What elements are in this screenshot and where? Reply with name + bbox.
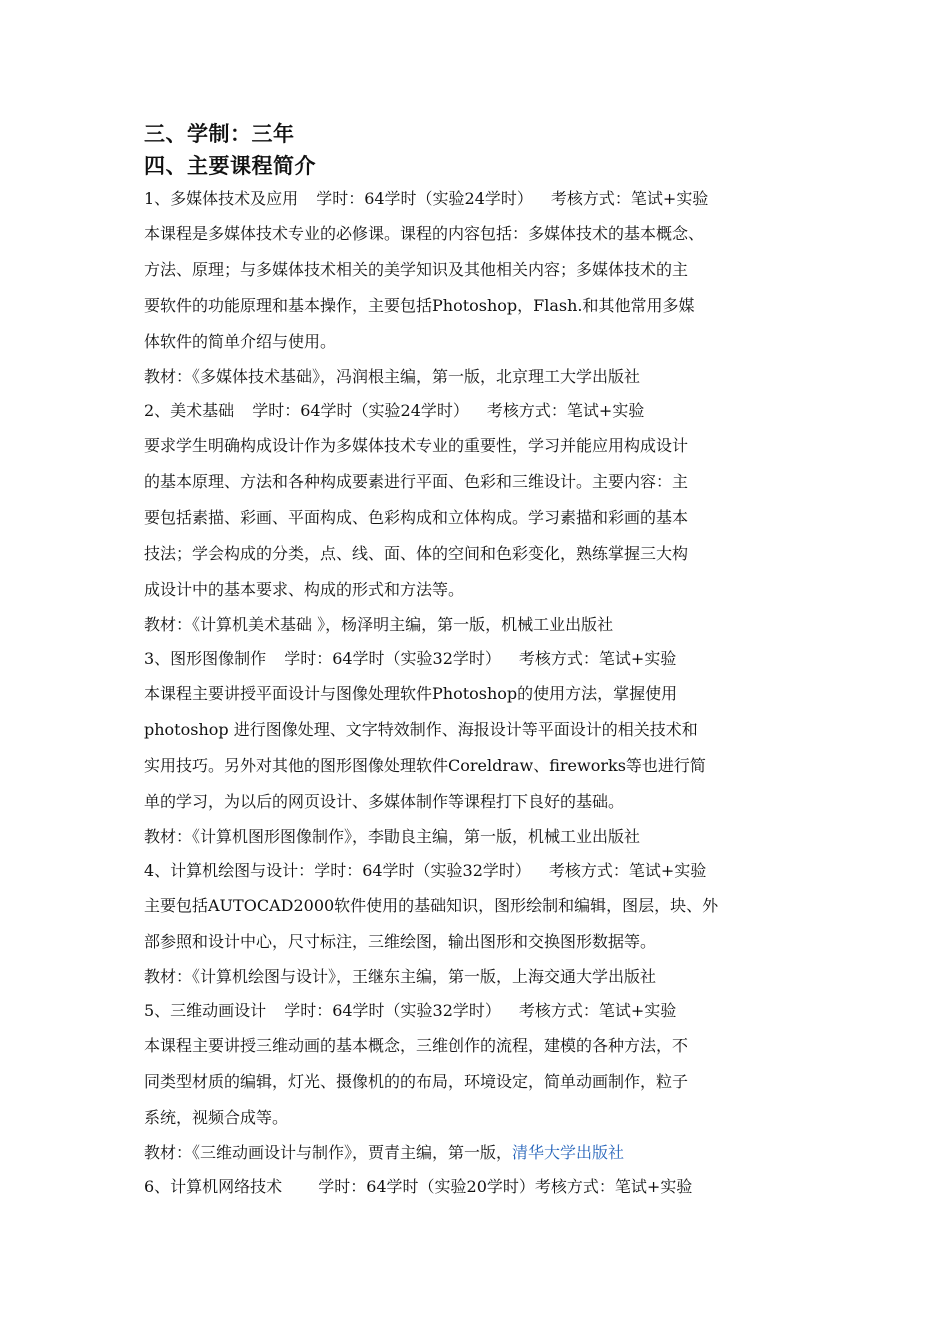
course-3-description <box>144 676 824 820</box>
course-2-line-5: 成设计中的基本要求、构成的形式和方法等。 <box>144 580 465 599</box>
course-5-header <box>144 994 824 1028</box>
course-3-line-1: 本课程主要讲授平面设计与图像处理软件Photoshop的使用方法，掌握使用 <box>144 684 678 703</box>
course-1-header <box>144 182 824 216</box>
course-2-line-1: 要求学生明确构成设计作为多媒体技术专业的重要性，学习并能应用构成设计 <box>144 436 689 455</box>
course-6-header <box>144 1170 824 1204</box>
course-1-line-3: 要软件的功能原理和基本操作，主要包括Photoshop，Flash.和其他常用多媒 <box>144 296 695 315</box>
course-4-hours: 学时：64学时（实验32学时） <box>314 861 531 880</box>
course-3-textbook: 教材：《计算机图形图像制作》，李勖良主编，第一版，机械工业出版社 <box>144 827 641 846</box>
course-2-line-3: 要包括素描、彩画、平面构成、色彩构成和立体构成。学习素描和彩画的基本 <box>144 508 689 527</box>
course-3-line-2: photoshop 进行图像处理、文字特效制作、海报设计等平面设计的相关技术和 <box>144 720 698 739</box>
course-4-line-2: 部参照和设计中心，尺寸标注，三维绘图，输出图形和交换图形数据等。 <box>144 932 657 951</box>
section-duration-heading: 三、学制：三年 <box>144 121 295 146</box>
course-2-textbook: 教材：《计算机美术基础 》，杨泽明主编，第一版，机械工业出版社 <box>144 615 614 634</box>
course-1-textbook: 教材：《多媒体技术基础》，冯润根主编，第一版，北京理工大学出版社 <box>144 367 641 386</box>
course-4-description <box>144 888 824 960</box>
course-3-exam: 考核方式：笔试+实验 <box>518 649 677 668</box>
course-3-title: 3、图形图像制作 <box>144 649 267 668</box>
course-5-textbook <box>144 1136 824 1170</box>
course-2-header <box>144 394 824 428</box>
course-1-title: 1、多媒体技术及应用 <box>144 189 299 208</box>
course-5-exam: 考核方式：笔试+实验 <box>518 1001 677 1020</box>
course-2-title: 2、美术基础 <box>144 401 235 420</box>
course-1-line-1: 本课程是多媒体技术专业的必修课。课程的内容包括：多媒体技术的基本概念、 <box>144 224 705 243</box>
course-4-header <box>144 854 824 888</box>
course-1-exam: 考核方式：笔试+实验 <box>550 189 709 208</box>
course-3-line-4: 单的学习，为以后的网页设计、多媒体制作等课程打下良好的基础。 <box>144 792 625 811</box>
course-3-line-3: 实用技巧。另外对其他的图形图像处理软件Coreldraw、fireworks等也进行简 <box>144 756 706 775</box>
course-5-title: 5、三维动画设计 <box>144 1001 267 1020</box>
course-5-line-2: 同类型材质的编辑，灯光、摄像机的的布局，环境设定，简单动画制作，粒子 <box>144 1072 689 1091</box>
course-1-description <box>144 216 824 360</box>
course-6-hours: 学时：64学时（实验20学时） <box>318 1177 535 1196</box>
course-6-title: 6、计算机网络技术 <box>144 1177 283 1196</box>
section-courses-heading: 四、主要课程简介 <box>144 153 316 178</box>
course-6-exam: 考核方式：笔试+实验 <box>534 1177 693 1196</box>
course-5-hours: 学时：64学时（实验32学时） <box>284 1001 501 1020</box>
course-5-description <box>144 1028 824 1136</box>
course-3-hours: 学时：64学时（实验32学时） <box>284 649 501 668</box>
course-5-line-1: 本课程主要讲授三维动画的基本概念，三维创作的流程，建模的各种方法，不 <box>144 1036 689 1055</box>
course-4-line-1: 主要包括AUTOCAD2000软件使用的基础知识，图形绘制和编辑，图层，块、外 <box>144 896 719 915</box>
course-1-line-4: 体软件的简单介绍与使用。 <box>144 332 337 351</box>
course-4-exam: 考核方式：笔试+实验 <box>548 861 707 880</box>
course-2-hours: 学时：64学时（实验24学时） <box>252 401 469 420</box>
course-1-line-2: 方法、原理；与多媒体技术相关的美学知识及其他相关内容；多媒体技术的主 <box>144 260 689 279</box>
course-1-hours: 学时：64学时（实验24学时） <box>316 189 533 208</box>
course-3-header <box>144 642 824 676</box>
course-2-line-4: 技法；学会构成的分类，点、线、面、体的空间和色彩变化，熟练掌握三大构 <box>144 544 689 563</box>
course-4-textbook: 教材：《计算机绘图与设计》，王继东主编，第一版，上海交通大学出版社 <box>144 967 657 986</box>
course-5-publisher-link[interactable]: 清华大学出版社 <box>512 1143 625 1162</box>
course-2-exam: 考核方式：笔试+实验 <box>486 401 645 420</box>
course-2-line-2: 的基本原理、方法和各种构成要素进行平面、色彩和三维设计。主要内容：主 <box>144 472 689 491</box>
course-2-description <box>144 428 824 608</box>
course-5-line-3: 系统，视频合成等。 <box>144 1108 289 1127</box>
course-5-textbook-text: 教材：《三维动画设计与制作》，贾青主编，第一版， <box>144 1143 513 1162</box>
document-page <box>144 118 824 1204</box>
course-4-title: 4、计算机绘图与设计： <box>144 861 315 880</box>
